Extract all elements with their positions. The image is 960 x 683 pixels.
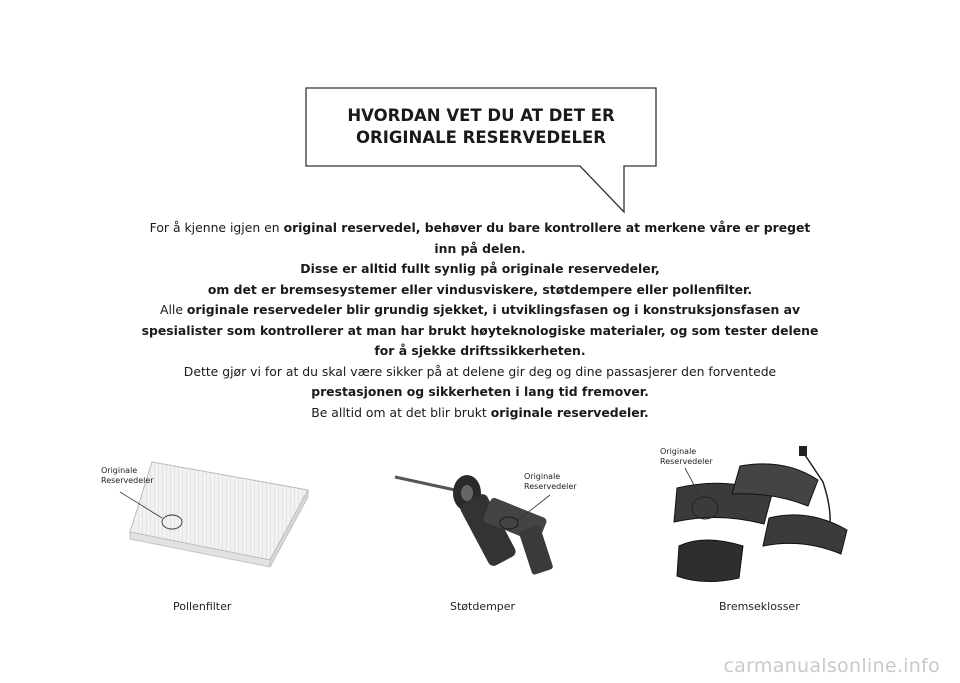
p6-normal: Be alltid om at det blir brukt [311,404,491,420]
pollen-filter-image [90,440,320,570]
callout-line-1: Originale [524,472,561,481]
p6-bold: originale reservedeler. [490,404,649,420]
pollen-filter-caption: Pollenfilter [173,600,232,613]
body-text [140,218,820,423]
shock-absorber-caption: Støtdemper [450,600,516,613]
p3-bold: om det er bremsesystemer eller vindusviskere, støtdempere eller pollenfilter. [207,281,753,297]
paragraph-1 [140,218,820,259]
heading-line-1: HVORDAN VET DU AT DET ER [347,106,615,125]
brake-pads-callout [660,447,713,467]
p1-normal: For å kjenne igjen en [149,220,284,235]
paragraph-2 [140,259,820,280]
p5-bold: prestasjonen og sikkerheten i lang tid fremover. [311,384,649,399]
callout-line-1: Originale [660,447,697,456]
callout-line-2: Reservedeler [660,457,713,466]
paragraph-5 [140,362,820,403]
p4-bold: originale reservedeler blir grundig sjekket, i utviklingsfasen og i konstruksjonsfasen av spesialister som kontrollerer at man har brukt høyteknologiske materialer, og som tester delene for å sjekke driftssikkerheten. [141,302,819,358]
speech-bubble-heading [306,88,656,166]
p2-bold: Disse er alltid fullt synlig på originale reservedeler, [300,261,660,276]
paragraph-4 [140,300,820,362]
brake-pads-caption: Bremseklosser [719,600,800,613]
callout-line-2: Reservedeler [524,482,577,491]
p1-bold: original reservedel, behøver du bare kontrollere at merkene våre er preget inn på delen. [283,220,811,256]
paragraph-6 [140,403,820,424]
callout-line-1: Originale [101,466,138,475]
pollen-filter-callout [101,466,154,486]
p5-normal: Dette gjør vi for at du skal være sikker på at delene gir deg og dine passasjerer den forventede [183,363,777,379]
paragraph-3 [140,280,820,301]
callout-line-2: Reservedeler [101,476,154,485]
watermark: carmanualsonline.info [723,655,940,677]
shock-absorber-callout [524,472,577,492]
p4-normal: Alle [159,302,187,317]
heading-line-2: ORIGINALE RESERVEDELER [356,128,606,147]
